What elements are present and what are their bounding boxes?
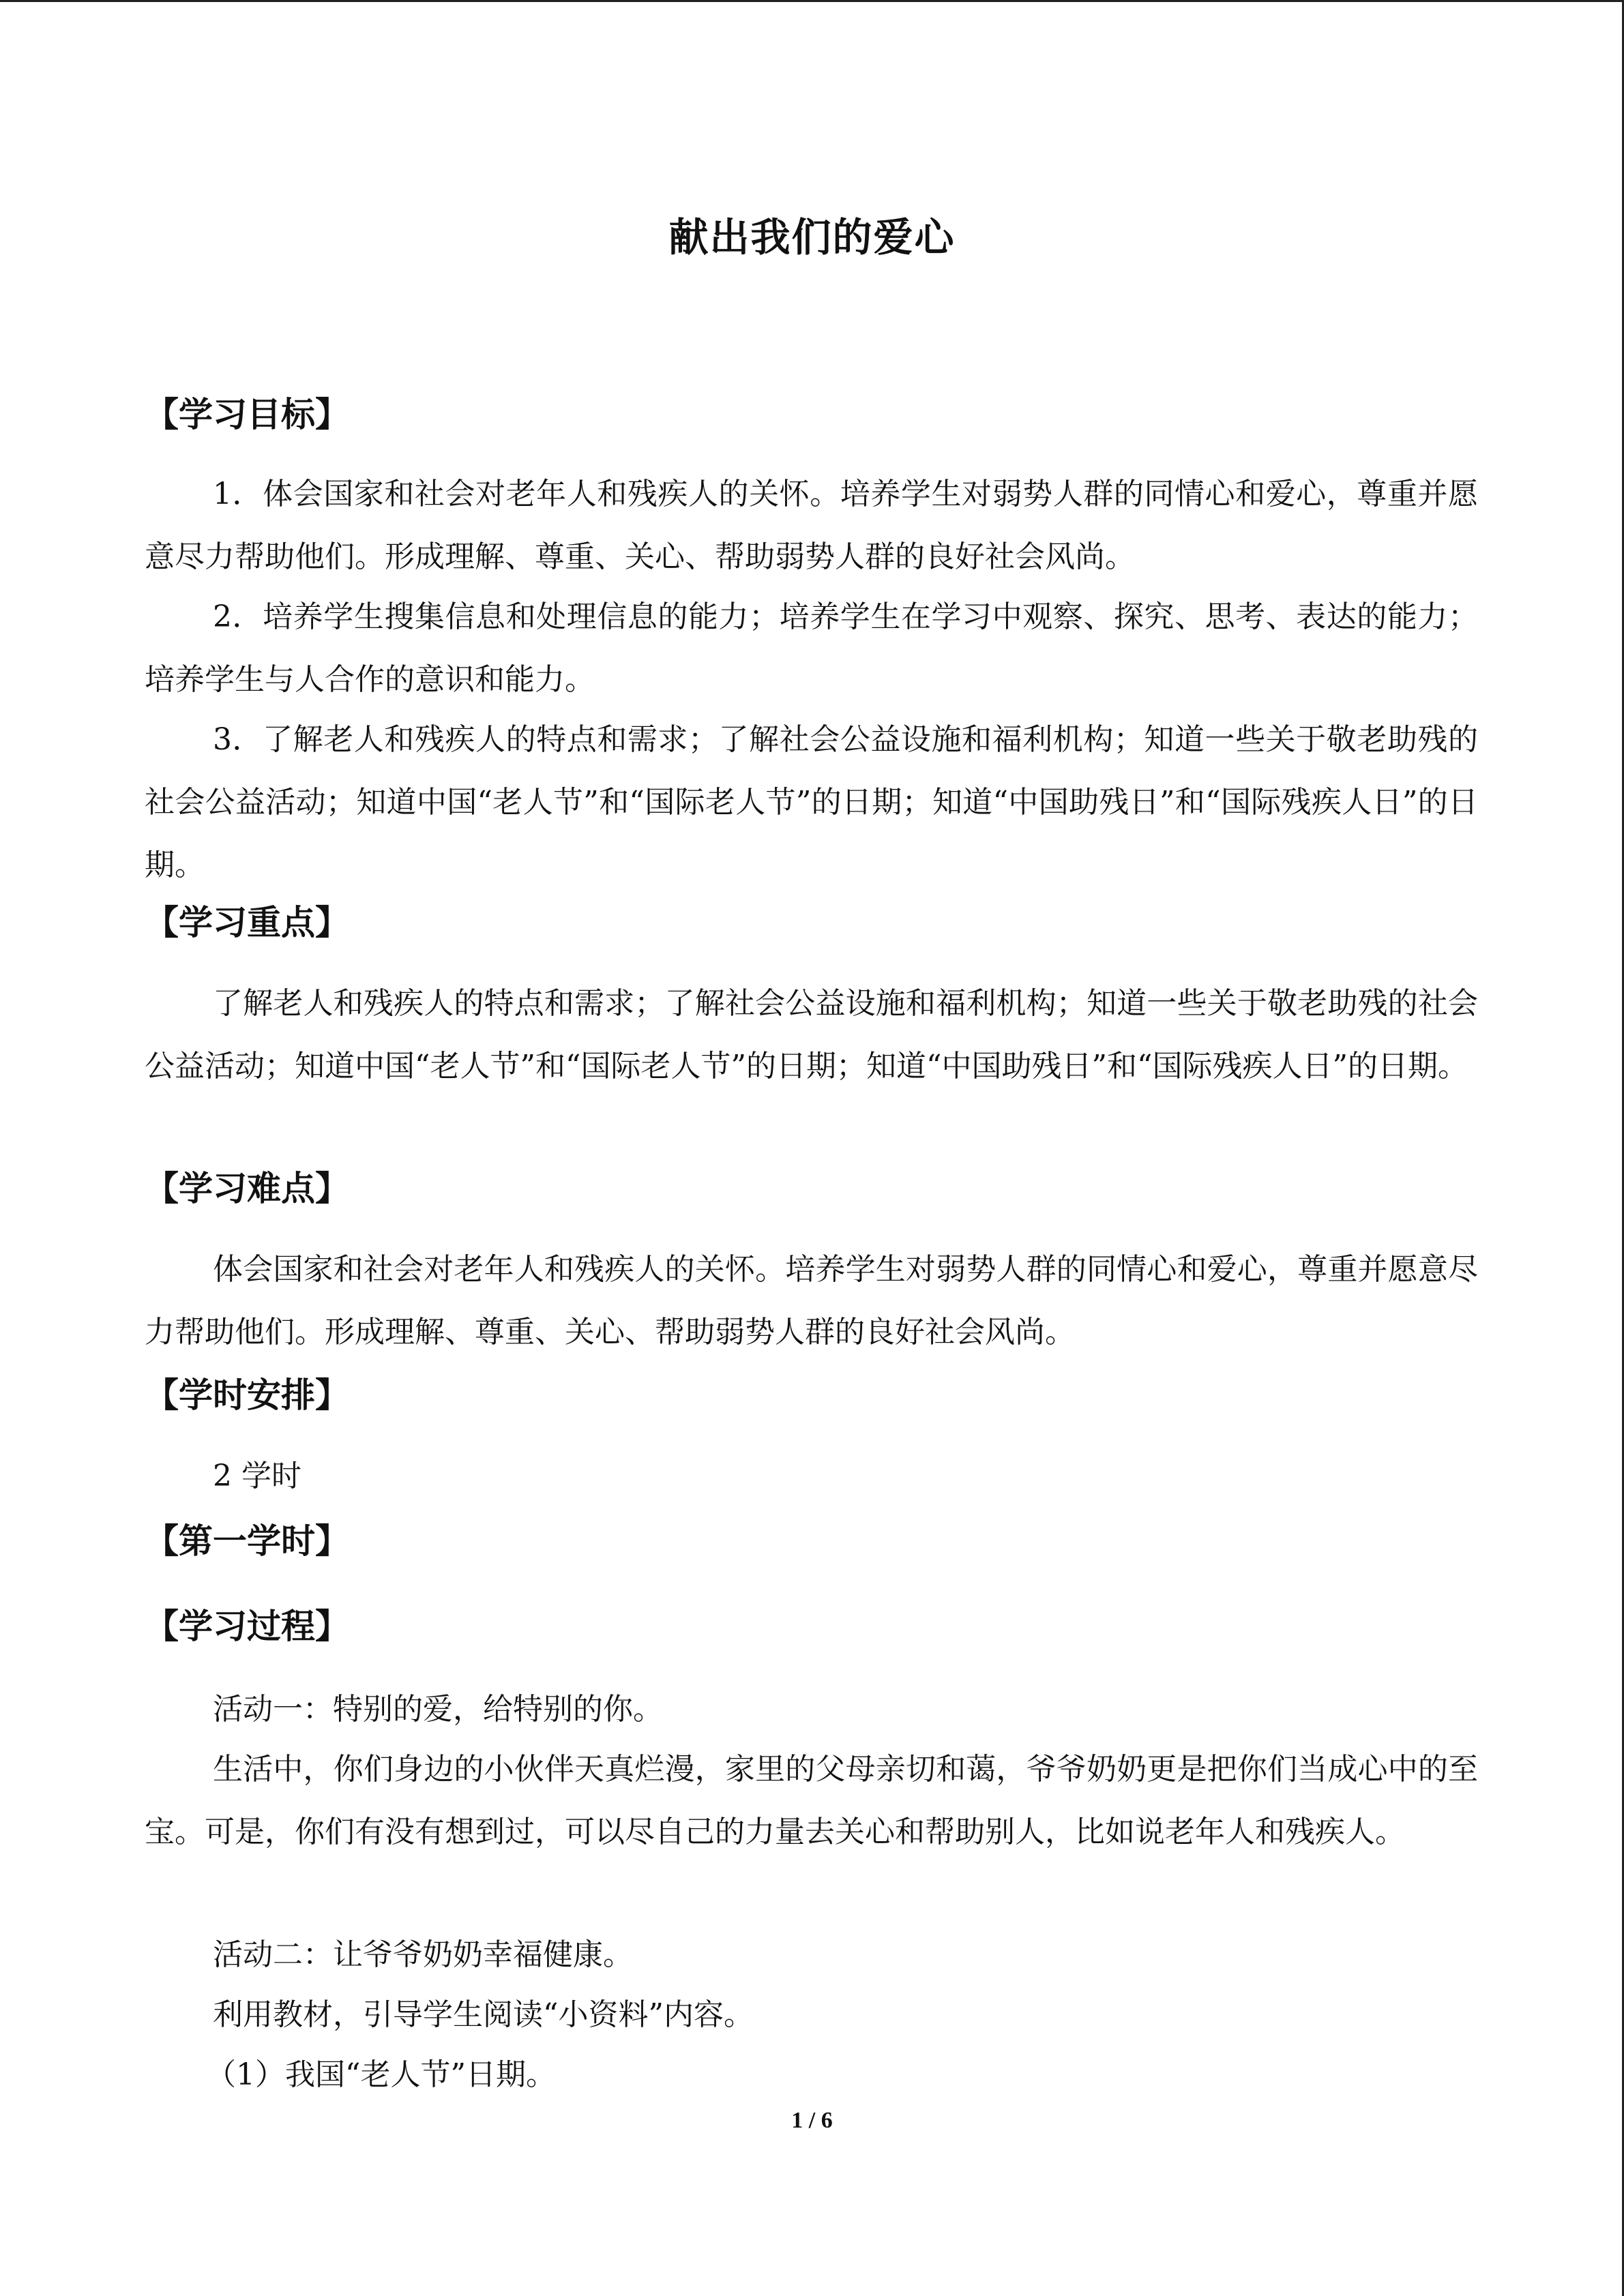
schedule-text: 2 学时 xyxy=(213,1459,301,1493)
process-paragraph-5: （1）我国“老人节”日期。 xyxy=(206,2057,556,2092)
key-points-text: 了解老人和残疾人的特点和需求；了解社会公益设施和福利机构；知道一些关于敬老助残的社会公益活动；知道中国“老人节”和“国际老人节”的日期；知道“中国助残日”和“国际残疾人日”的日期。 xyxy=(145,986,1478,1084)
process-paragraph-1: 活动一：特别的爱，给特别的你。 xyxy=(213,1692,663,1727)
goal-item-1: 1．体会国家和社会对老年人和残疾人的关怀。培养学生对弱势人群的同情心和爱心，尊重并愿意尽力帮助他们。形成理解、尊重、关心、帮助弱势人群的良好社会风尚。 xyxy=(145,477,1478,574)
section-heading-goals: 【学习目标】 xyxy=(145,395,349,434)
section-heading-key-points: 【学习重点】 xyxy=(145,903,349,942)
difficulties-text: 体会国家和社会对老年人和残疾人的关怀。培养学生对弱势人群的同情心和爱心，尊重并愿意尽力帮助他们。形成理解、尊重、关心、帮助弱势人群的良好社会风尚。 xyxy=(145,1252,1478,1350)
document-title: 献出我们的爱心 xyxy=(668,214,956,260)
page-number: 1 / 6 xyxy=(791,2108,833,2133)
process-paragraph-2: 生活中，你们身边的小伙伴天真烂漫，家里的父母亲切和蔼，爷爷奶奶更是把你们当成心中的至宝。可是，你们有没有想到过，可以尽自己的力量去关心和帮助别人，比如说老年人和残疾人。 xyxy=(145,1752,1478,1849)
section-heading-difficulties: 【学习难点】 xyxy=(145,1169,349,1208)
process-paragraph-4: 利用教材，引导学生阅读“小资料”内容。 xyxy=(213,1997,754,2032)
section-heading-process: 【学习过程】 xyxy=(145,1607,349,1646)
goal-item-2: 2．培养学生搜集信息和处理信息的能力；培养学生在学习中观察、探究、思考、表达的能力；培养学生与人合作的意识和能力。 xyxy=(145,599,1478,697)
section-heading-first-period: 【第一学时】 xyxy=(145,1521,349,1561)
goal-item-3: 3．了解老人和残疾人的特点和需求；了解社会公益设施和福利机构；知道一些关于敬老助残的社会公益活动；知道中国“老人节”和“国际老人节”的日期；知道“中国助残日”和“国际残疾人日”的日期。 xyxy=(145,722,1478,882)
section-heading-schedule: 【学时安排】 xyxy=(145,1375,349,1415)
process-paragraph-3: 活动二：让爷爷奶奶幸福健康。 xyxy=(213,1937,633,1972)
